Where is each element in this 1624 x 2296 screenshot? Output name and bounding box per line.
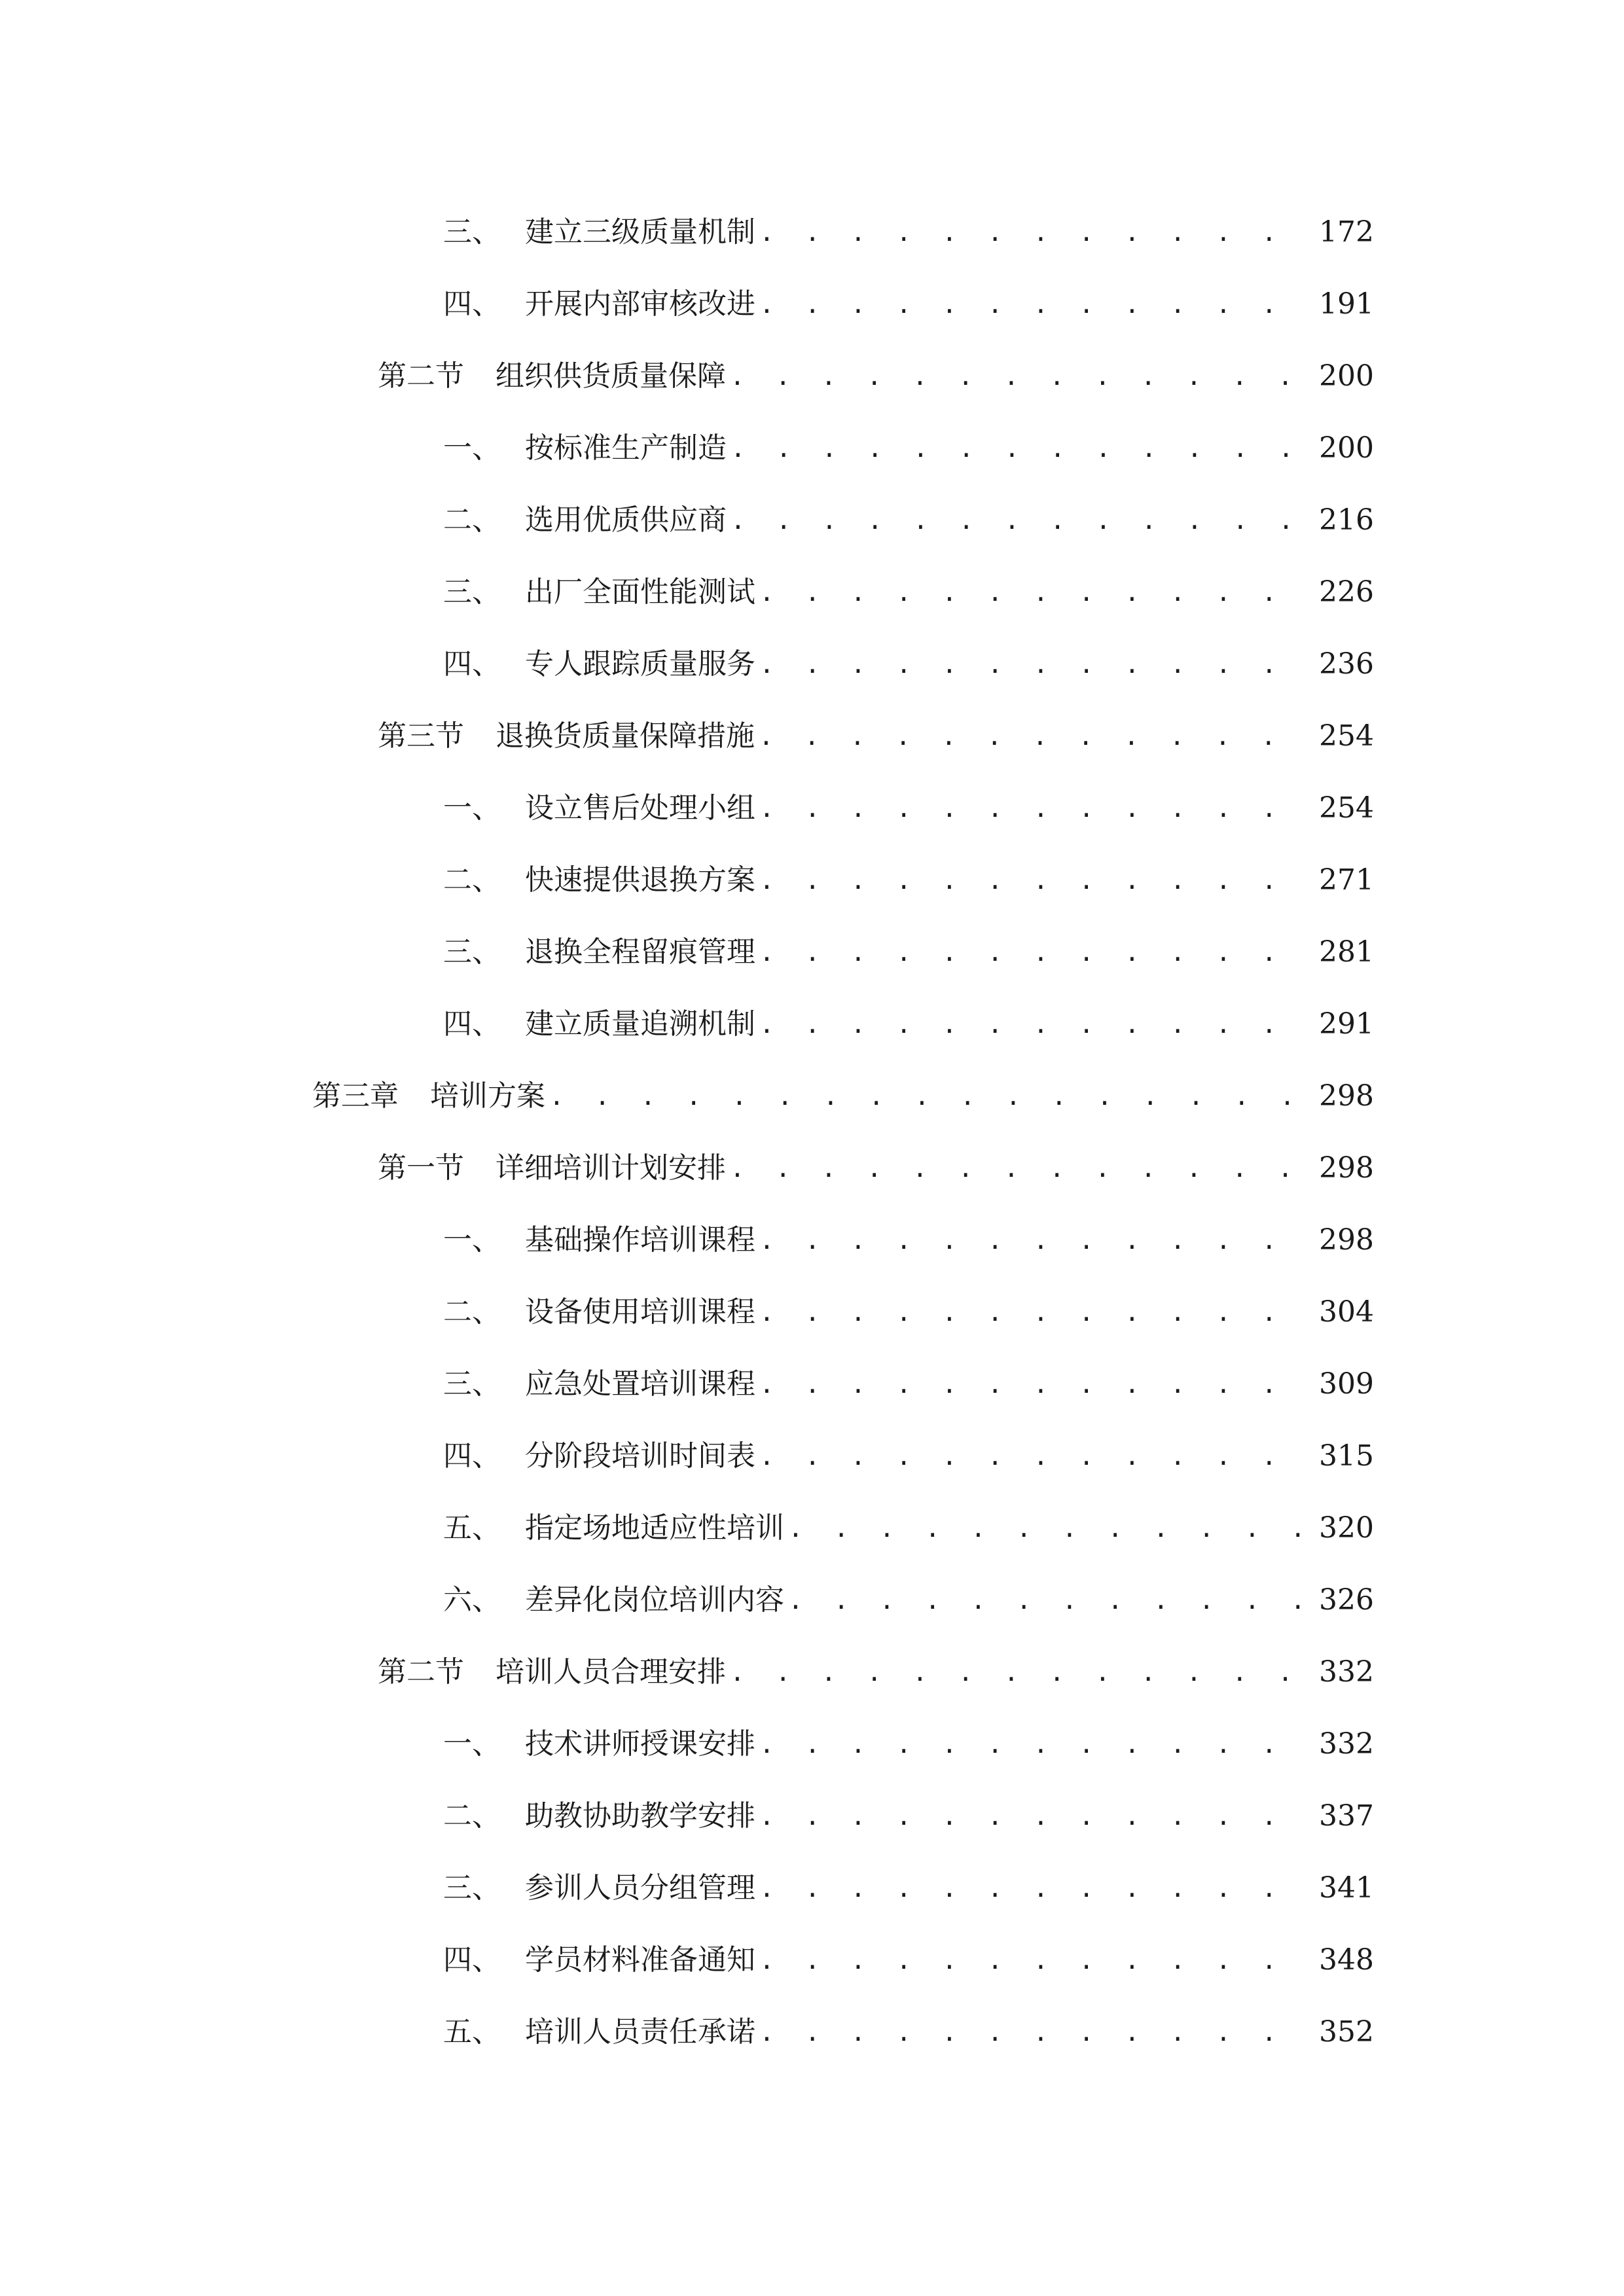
toc-entry[interactable] bbox=[0, 916, 1624, 988]
toc-entry-page: 254 bbox=[1319, 719, 1374, 753]
dot-leader bbox=[759, 700, 1302, 772]
toc-entry[interactable] bbox=[0, 196, 1624, 268]
toc-entry-title: 详细培训计划安排 bbox=[496, 1151, 726, 1185]
dot-leader bbox=[759, 1276, 1302, 1348]
dot-leader bbox=[759, 1420, 1302, 1492]
toc-entry-title: 选用优质供应商 bbox=[525, 503, 727, 537]
toc-entry-title: 专人跟踪质量服务 bbox=[525, 647, 755, 681]
toc-entry-title: 参训人员分组管理 bbox=[525, 1871, 755, 1905]
toc-entry-page: 291 bbox=[1319, 1007, 1374, 1041]
toc-entry-number: 三、 bbox=[443, 935, 501, 969]
dot-leader bbox=[730, 340, 1302, 412]
toc-entry-page: 236 bbox=[1319, 647, 1374, 681]
toc-entry-number: 一、 bbox=[443, 1223, 501, 1257]
toc-entry-number: 四、 bbox=[443, 287, 501, 321]
dot-leader bbox=[730, 1636, 1302, 1708]
toc-entry-title: 快速提供退换方案 bbox=[525, 863, 755, 897]
toc-entry-title: 退换全程留痕管理 bbox=[525, 935, 755, 969]
toc-entry[interactable] bbox=[0, 1132, 1624, 1204]
toc-entry-title: 助教协助教学安排 bbox=[525, 1799, 755, 1833]
toc-entry-page: 315 bbox=[1319, 1439, 1374, 1473]
toc-entry-number: 二、 bbox=[443, 1799, 501, 1833]
toc-entry[interactable] bbox=[0, 1636, 1624, 1708]
dot-leader bbox=[759, 1780, 1302, 1852]
toc-entry-number: 一、 bbox=[443, 1727, 501, 1761]
toc-entry-page: 191 bbox=[1319, 287, 1374, 321]
table-of-contents bbox=[0, 196, 1624, 2068]
toc-entry-title: 培训方案 bbox=[430, 1079, 545, 1113]
toc-entry-page: 281 bbox=[1319, 935, 1374, 969]
toc-entry-number: 三、 bbox=[443, 215, 501, 249]
toc-entry-number: 第一节 bbox=[378, 1151, 464, 1185]
toc-entry-number: 第三节 bbox=[378, 719, 464, 753]
toc-entry[interactable] bbox=[0, 700, 1624, 772]
toc-entry[interactable] bbox=[0, 1996, 1624, 2068]
dot-leader bbox=[759, 772, 1302, 844]
dot-leader bbox=[759, 1708, 1302, 1780]
toc-entry-page: 172 bbox=[1319, 215, 1374, 249]
toc-entry[interactable] bbox=[0, 1204, 1624, 1276]
toc-entry-title: 分阶段培训时间表 bbox=[525, 1439, 755, 1473]
toc-entry-number: 四、 bbox=[443, 1439, 501, 1473]
toc-entry-page: 332 bbox=[1319, 1727, 1374, 1761]
toc-entry-number: 第二节 bbox=[378, 1655, 464, 1689]
toc-entry-title: 设立售后处理小组 bbox=[525, 791, 755, 825]
toc-entry-page: 298 bbox=[1319, 1151, 1374, 1185]
toc-entry[interactable] bbox=[0, 1492, 1624, 1564]
toc-entry-title: 组织供货质量保障 bbox=[496, 359, 726, 393]
toc-entry[interactable] bbox=[0, 1924, 1624, 1996]
toc-entry-number: 五、 bbox=[443, 1511, 501, 1545]
dot-leader bbox=[759, 1996, 1302, 2068]
toc-entry-page: 341 bbox=[1319, 1871, 1374, 1905]
toc-entry[interactable] bbox=[0, 1708, 1624, 1780]
toc-entry[interactable] bbox=[0, 1060, 1624, 1132]
toc-entry[interactable] bbox=[0, 628, 1624, 700]
toc-entry[interactable] bbox=[0, 340, 1624, 412]
dot-leader bbox=[759, 196, 1302, 268]
dot-leader bbox=[759, 556, 1302, 628]
toc-entry[interactable] bbox=[0, 772, 1624, 844]
toc-entry-page: 216 bbox=[1319, 503, 1374, 537]
toc-entry[interactable] bbox=[0, 268, 1624, 340]
toc-entry-number: 四、 bbox=[443, 1943, 501, 1977]
toc-entry-page: 304 bbox=[1319, 1295, 1374, 1329]
toc-entry-title: 开展内部审核改进 bbox=[525, 287, 755, 321]
dot-leader bbox=[759, 988, 1302, 1060]
dot-leader bbox=[788, 1564, 1302, 1636]
toc-entry[interactable] bbox=[0, 1852, 1624, 1924]
toc-entry[interactable] bbox=[0, 412, 1624, 484]
toc-entry-number: 六、 bbox=[443, 1583, 501, 1617]
toc-entry-page: 298 bbox=[1319, 1223, 1374, 1257]
toc-entry-number: 三、 bbox=[443, 1367, 501, 1401]
dot-leader bbox=[731, 484, 1302, 556]
toc-entry-title: 基础操作培训课程 bbox=[525, 1223, 755, 1257]
toc-entry-page: 348 bbox=[1319, 1943, 1374, 1977]
toc-entry-title: 建立三级质量机制 bbox=[525, 215, 755, 249]
dot-leader bbox=[731, 412, 1302, 484]
dot-leader bbox=[759, 916, 1302, 988]
toc-entry[interactable] bbox=[0, 1420, 1624, 1492]
toc-entry-page: 320 bbox=[1319, 1511, 1374, 1545]
toc-entry-title: 按标准生产制造 bbox=[525, 431, 727, 465]
toc-entry-number: 三、 bbox=[443, 1871, 501, 1905]
toc-entry[interactable] bbox=[0, 844, 1624, 916]
dot-leader bbox=[730, 1132, 1302, 1204]
toc-entry-page: 254 bbox=[1319, 791, 1374, 825]
toc-entry-number: 二、 bbox=[443, 503, 501, 537]
toc-entry[interactable] bbox=[0, 556, 1624, 628]
toc-entry-page: 200 bbox=[1319, 431, 1374, 465]
toc-entry-title: 指定场地适应性培训 bbox=[525, 1511, 784, 1545]
dot-leader bbox=[549, 1060, 1302, 1132]
toc-entry-number: 五、 bbox=[443, 2015, 501, 2049]
toc-entry-title: 设备使用培训课程 bbox=[525, 1295, 755, 1329]
toc-entry-title: 应急处置培训课程 bbox=[525, 1367, 755, 1401]
toc-entry-number: 二、 bbox=[443, 863, 501, 897]
toc-entry-page: 352 bbox=[1319, 2015, 1374, 2049]
toc-entry[interactable] bbox=[0, 1276, 1624, 1348]
toc-entry-page: 326 bbox=[1319, 1583, 1374, 1617]
toc-entry-title: 培训人员责任承诺 bbox=[525, 2015, 755, 2049]
dot-leader bbox=[759, 628, 1302, 700]
toc-entry-page: 332 bbox=[1319, 1655, 1374, 1689]
toc-entry-number: 一、 bbox=[443, 791, 501, 825]
dot-leader bbox=[759, 1852, 1302, 1924]
toc-entry-title: 技术讲师授课安排 bbox=[525, 1727, 755, 1761]
toc-entry-title: 差异化岗位培训内容 bbox=[525, 1583, 784, 1617]
dot-leader bbox=[759, 1348, 1302, 1420]
toc-entry-title: 学员材料准备通知 bbox=[525, 1943, 755, 1977]
toc-entry-title: 出厂全面性能测试 bbox=[525, 575, 755, 609]
toc-entry-title: 培训人员合理安排 bbox=[496, 1655, 726, 1689]
toc-entry-number: 三、 bbox=[443, 575, 501, 609]
toc-entry[interactable] bbox=[0, 484, 1624, 556]
toc-entry-page: 200 bbox=[1319, 359, 1374, 393]
toc-entry-page: 337 bbox=[1319, 1799, 1374, 1833]
toc-entry[interactable] bbox=[0, 1780, 1624, 1852]
toc-entry-number: 二、 bbox=[443, 1295, 501, 1329]
toc-entry-title: 退换货质量保障措施 bbox=[496, 719, 755, 753]
toc-entry-number: 第三章 bbox=[312, 1079, 399, 1113]
toc-entry-number: 四、 bbox=[443, 647, 501, 681]
dot-leader bbox=[759, 268, 1302, 340]
toc-entry-page: 298 bbox=[1319, 1079, 1374, 1113]
toc-entry-page: 309 bbox=[1319, 1367, 1374, 1401]
dot-leader bbox=[759, 844, 1302, 916]
toc-entry[interactable] bbox=[0, 1564, 1624, 1636]
toc-entry[interactable] bbox=[0, 1348, 1624, 1420]
dot-leader bbox=[788, 1492, 1302, 1564]
dot-leader bbox=[759, 1924, 1302, 1996]
toc-entry-number: 第二节 bbox=[378, 359, 464, 393]
dot-leader bbox=[759, 1204, 1302, 1276]
toc-entry-number: 四、 bbox=[443, 1007, 501, 1041]
toc-entry-page: 226 bbox=[1319, 575, 1374, 609]
toc-entry-page: 271 bbox=[1319, 863, 1374, 897]
toc-entry[interactable] bbox=[0, 988, 1624, 1060]
toc-entry-title: 建立质量追溯机制 bbox=[525, 1007, 755, 1041]
toc-entry-number: 一、 bbox=[443, 431, 501, 465]
